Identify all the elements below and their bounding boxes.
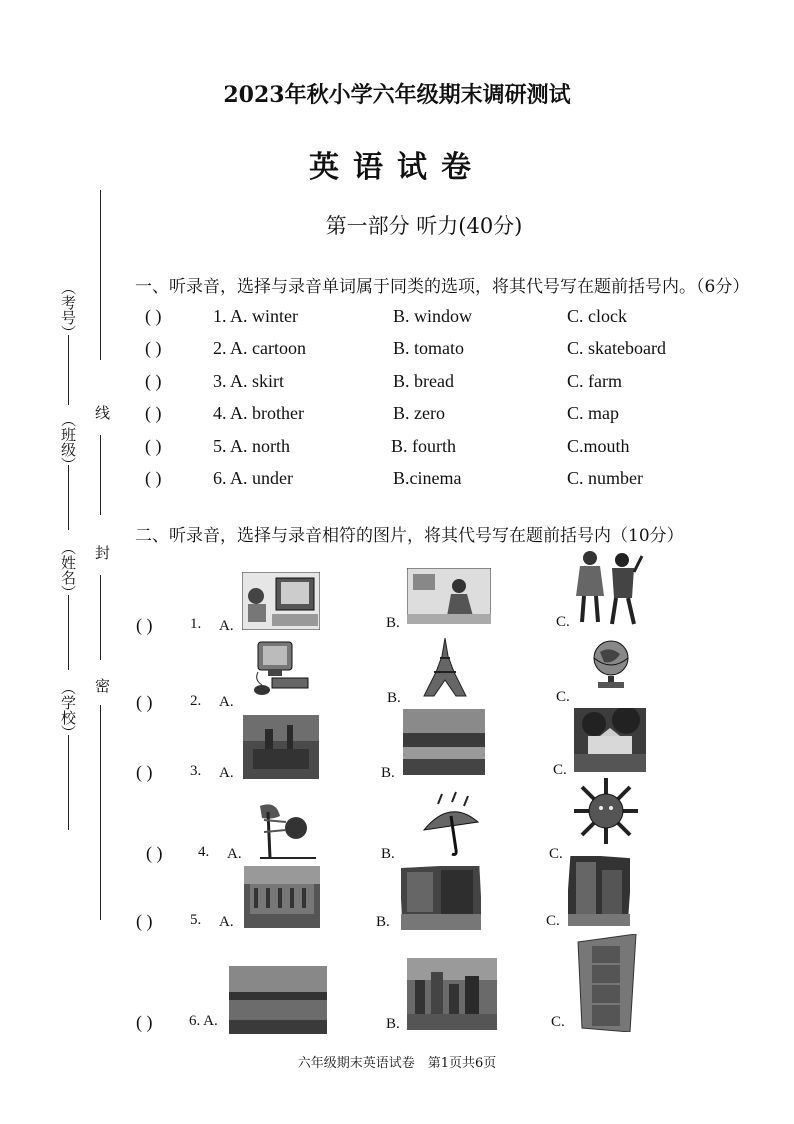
section1-heading: 一、听录音，选择与录音单词属于同类的选项，将其代号写在题前括号内。（6分） [135, 277, 750, 297]
question-number: 1. [190, 616, 202, 632]
river-city-photo [403, 709, 485, 775]
option-c: C. map [567, 403, 619, 423]
school-label: （学校） [59, 680, 77, 740]
option-b: B. fourth [391, 436, 456, 456]
street-photo [401, 866, 481, 930]
margin-line-lower [100, 575, 101, 660]
option-b: B.cinema [393, 468, 462, 488]
student-info-line-4 [68, 735, 69, 830]
margin-line-middle [100, 435, 101, 515]
answer-blank[interactable]: ( ) [145, 371, 162, 391]
page-footer: 六年级期末英语试卷 第1页共6页 [297, 1056, 497, 1071]
answer-blank[interactable]: ( ) [136, 762, 153, 782]
exam-no-label: （考号） [59, 280, 77, 340]
palace-photo [244, 866, 320, 928]
boy-watching-tv-picture [242, 572, 320, 630]
option-a-label: A. [219, 694, 234, 710]
question-number: 5. [190, 912, 202, 928]
white-house-photo [574, 708, 646, 772]
subject-title: 英语试卷 [309, 150, 485, 185]
section2-heading: 二、听录音，选择与录音相符的图片，将其代号写在题前括号内（10分） [135, 526, 684, 546]
rainy-umbrella-picture [420, 790, 482, 860]
option-a: 2. A. cartoon [213, 338, 306, 358]
question-number: 2. [190, 693, 202, 709]
option-a-label: A. [219, 618, 234, 634]
option-b-label: B. [386, 615, 400, 631]
option-a: 3. A. skirt [213, 371, 285, 391]
answer-blank[interactable]: ( ) [145, 403, 162, 423]
student-info-line-2 [68, 465, 69, 530]
answer-blank[interactable]: ( ) [136, 615, 153, 635]
option-b: B. bread [393, 371, 454, 391]
globe-picture [590, 638, 632, 690]
option-c: C.mouth [567, 436, 630, 456]
option-c-label: C. [546, 913, 560, 929]
girl-in-room-picture [407, 568, 491, 624]
two-children-picture [572, 548, 644, 628]
option-a: 5. A. north [213, 436, 291, 456]
option-b: B. tomato [393, 338, 464, 358]
skyline-photo [407, 958, 497, 1030]
name-label: （姓名） [59, 540, 77, 600]
option-c-label: C. [556, 689, 570, 705]
option-b: B. window [393, 306, 473, 326]
tower-photo [572, 934, 642, 1032]
option-b-label: B. [381, 765, 395, 781]
student-info-line-1 [68, 335, 69, 405]
answer-blank[interactable]: ( ) [136, 1012, 153, 1032]
student-info-line-3 [68, 595, 69, 670]
answer-blank[interactable]: ( ) [145, 468, 162, 488]
question-number: 6. A. [189, 1013, 218, 1029]
option-c: C. clock [567, 306, 627, 326]
option-b-label: B. [381, 846, 395, 862]
option-a: 6. A. under [213, 468, 293, 488]
answer-blank[interactable]: ( ) [145, 306, 162, 326]
eiffel-tower-picture [420, 638, 470, 698]
option-c: C. farm [567, 371, 622, 391]
option-c-label: C. [551, 1014, 565, 1030]
question-number: 3. [190, 763, 202, 779]
option-b: B. zero [393, 403, 445, 423]
margin-line-bottom [100, 705, 101, 920]
exam-title: 2023年秋小学六年级期末调研测试 [223, 82, 571, 108]
option-a-label: A. [219, 914, 234, 930]
option-c-label: C. [556, 614, 570, 630]
option-b-label: B. [387, 690, 401, 706]
option-c: C. skateboard [567, 338, 666, 358]
castle-photo [243, 715, 319, 779]
part-title: 第一部分 听力(40分) [325, 214, 523, 238]
city-building-photo [568, 856, 630, 926]
option-a-label: A. [219, 765, 234, 781]
option-a-label: A. [227, 846, 242, 862]
seal-feng: 封 [93, 545, 111, 560]
option-a: 1. A. winter [213, 306, 298, 326]
option-c-label: C. [553, 762, 567, 778]
question-number: 4. [198, 844, 210, 860]
option-b-label: B. [386, 1016, 400, 1032]
option-c: C. number [567, 468, 643, 488]
class-label: （班级） [59, 412, 77, 472]
option-b-label: B. [376, 914, 390, 930]
answer-blank[interactable]: ( ) [145, 436, 162, 456]
seal-mi: 密 [93, 678, 111, 693]
answer-blank[interactable]: ( ) [136, 911, 153, 931]
sunny-picture [574, 778, 638, 844]
answer-blank[interactable]: ( ) [136, 692, 153, 712]
harbour-photo [229, 966, 327, 1034]
computer-picture [248, 640, 312, 700]
answer-blank[interactable]: ( ) [146, 843, 163, 863]
option-a: 4. A. brother [213, 403, 304, 423]
windy-picture [250, 798, 320, 860]
answer-blank[interactable]: ( ) [145, 338, 162, 358]
seal-xian: 线 [93, 405, 111, 420]
option-c-label: C. [549, 846, 563, 862]
